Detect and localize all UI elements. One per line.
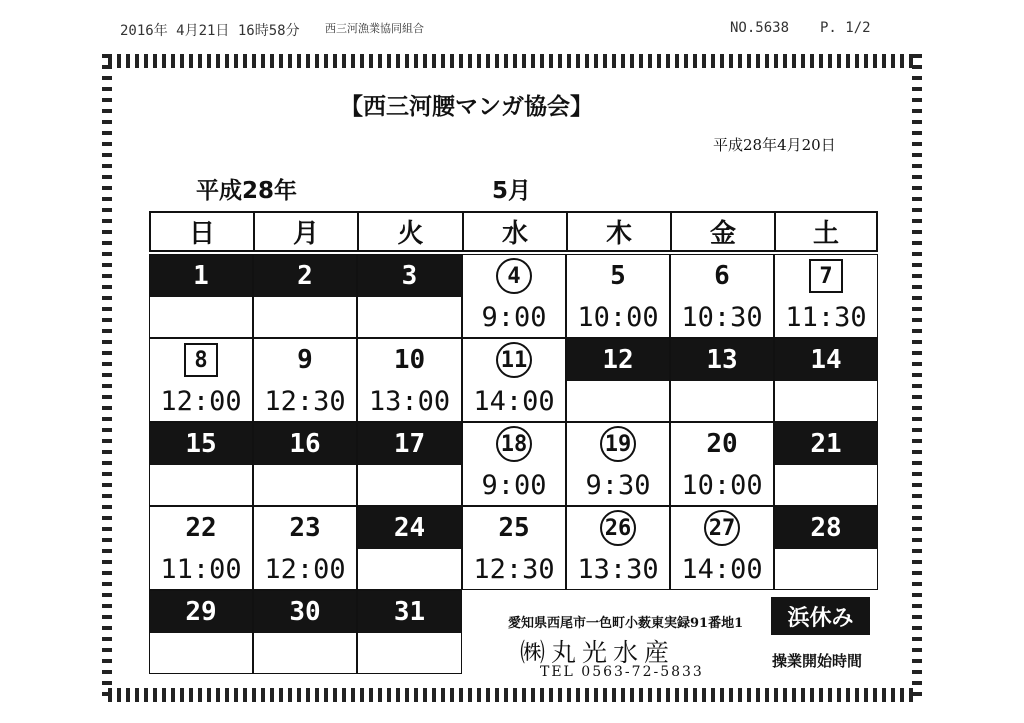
day-number-text: 13 (706, 345, 738, 375)
day-number-text: 16 (289, 429, 321, 459)
calendar-day-cell (566, 338, 670, 422)
day-number (775, 255, 877, 297)
calendar-day-cell (670, 422, 774, 506)
day-number-circle-mark: 18 (496, 426, 532, 462)
weekday-header: 金 (670, 211, 776, 252)
day-number-circle-mark: 11 (496, 342, 532, 378)
day-number (358, 507, 461, 549)
calendar-day-cell (774, 338, 878, 422)
day-number (358, 591, 461, 633)
calendar-day-cell (357, 590, 462, 674)
calendar-day-cell (566, 506, 670, 590)
day-number-text: 24 (393, 513, 426, 543)
day-number (150, 591, 252, 633)
day-number-text: 29 (185, 597, 217, 627)
day-number (463, 255, 565, 297)
day-number (463, 507, 565, 549)
weekday-header-row (149, 211, 878, 254)
company-name: ㈱丸光水産 (520, 638, 676, 667)
day-number-text: 25 (498, 513, 530, 543)
day-number (671, 255, 773, 297)
calendar-day-cell (253, 590, 357, 674)
calendar-day-cell (566, 254, 670, 338)
day-number-text: 31 (393, 597, 426, 627)
start-time: 12:00 (264, 553, 346, 585)
start-time (150, 633, 252, 673)
day-number-circle-mark: 19 (600, 426, 636, 462)
day-number (463, 339, 565, 381)
day-number-text: 5 (610, 261, 626, 291)
start-time: 9:00 (481, 469, 547, 501)
association-title: 【西三河腰マンガ協会】 (340, 93, 593, 120)
day-number-text: 28 (810, 513, 842, 543)
start-time (358, 633, 461, 673)
day-number-text: 14 (810, 345, 842, 375)
calendar-day-cell (357, 338, 462, 422)
calendar-day-cell (566, 422, 670, 506)
day-number-text: 22 (185, 513, 217, 543)
day-number-text: 3 (401, 261, 418, 291)
calendar-day-cell (149, 422, 253, 506)
calendar-day-cell (462, 338, 566, 422)
start-time: 12:30 (473, 553, 555, 585)
day-number (150, 507, 252, 549)
day-number-text: 9 (297, 345, 313, 375)
start-time (254, 465, 356, 505)
fax-date: 2016年 4月21日 16時58分 (120, 23, 300, 39)
day-number (150, 339, 252, 381)
day-number-text: 23 (289, 513, 321, 543)
decorative-border-right (912, 54, 922, 702)
start-time: 10:00 (681, 469, 763, 501)
start-time (567, 381, 669, 421)
decorative-border-top (108, 54, 916, 68)
weekday-header: 木 (566, 211, 672, 252)
day-number-circle-mark: 4 (496, 258, 532, 294)
day-number (671, 339, 773, 381)
day-number (567, 339, 669, 381)
issue-date: 平成28年4月20日 (713, 136, 836, 154)
weekday-header: 月 (253, 211, 359, 252)
day-number-circle-mark: 26 (600, 510, 636, 546)
day-number-text: 20 (706, 429, 738, 459)
calendar-day-cell (253, 422, 357, 506)
day-number (358, 255, 461, 297)
calendar-day-cell (149, 254, 253, 338)
start-time: 9:00 (481, 301, 547, 333)
start-time (775, 381, 877, 421)
start-time: 11:30 (785, 301, 867, 333)
day-number (254, 423, 356, 465)
start-time: 13:00 (368, 385, 451, 417)
company-phone: TEL 0563-72-5833 (540, 664, 704, 680)
day-number-text: 10 (393, 345, 426, 375)
day-number (775, 507, 877, 549)
calendar-day-cell (462, 506, 566, 590)
company-address: 愛知県西尾市一色町小薮東実録91番地1 (508, 616, 744, 631)
day-number-text: 2 (297, 261, 313, 291)
calendar-month: 5月 (492, 178, 532, 204)
calendar-day-cell (253, 338, 357, 422)
day-number (254, 591, 356, 633)
day-number-circle-mark: 27 (704, 510, 740, 546)
day-number-text: 30 (289, 597, 321, 627)
start-time (150, 465, 252, 505)
calendar-grid (149, 211, 878, 674)
calendar-day-cell (253, 254, 357, 338)
calendar-day-cell (253, 506, 357, 590)
calendar-day-cell (462, 422, 566, 506)
start-time (775, 549, 877, 589)
calendar-day-cell (149, 506, 253, 590)
legend-holiday: 浜休み (771, 597, 870, 635)
decorative-border-left (102, 54, 112, 702)
start-time (254, 297, 356, 337)
day-number (358, 423, 461, 465)
start-time: 11:00 (160, 553, 242, 585)
start-time (358, 465, 461, 505)
start-time: 14:00 (473, 385, 555, 417)
fax-number: NO.5638 (730, 20, 790, 36)
start-time: 12:00 (160, 385, 242, 417)
fax-header (120, 20, 874, 40)
day-number (150, 255, 252, 297)
day-number (567, 255, 669, 297)
day-number (671, 423, 773, 465)
day-number (463, 423, 565, 465)
day-number (567, 507, 669, 549)
day-number-text: 1 (193, 261, 209, 291)
calendar-day-cell (670, 506, 774, 590)
start-time: 12:30 (264, 385, 346, 417)
day-number (671, 507, 773, 549)
start-time: 10:00 (577, 301, 659, 333)
fax-sender: 西三河漁業協同組合 (325, 22, 424, 35)
start-time: 13:30 (577, 553, 659, 585)
start-time: 10:30 (681, 301, 763, 333)
day-number-box-mark: 7 (809, 259, 843, 293)
legend-start-time: 操業開始時間 (772, 652, 863, 670)
day-number-text: 21 (810, 429, 842, 459)
day-number (254, 339, 356, 381)
start-time (358, 297, 461, 337)
day-number (254, 507, 356, 549)
calendar-day-cell (670, 338, 774, 422)
start-time: 9:30 (585, 469, 651, 501)
day-number-text: 15 (185, 429, 217, 459)
calendar-day-cell (149, 338, 253, 422)
calendar-day-cell (462, 254, 566, 338)
day-number (254, 255, 356, 297)
calendar-day-cell (357, 506, 462, 590)
day-number-text: 12 (602, 345, 634, 375)
day-number-text: 17 (393, 429, 426, 459)
start-time (358, 549, 461, 589)
start-time (150, 297, 252, 337)
calendar-day-cell (357, 254, 462, 338)
weekday-header: 火 (357, 211, 464, 252)
calendar-day-cell (670, 254, 774, 338)
day-number-text: 6 (714, 261, 730, 291)
calendar-day-cell (149, 590, 253, 674)
start-time (254, 633, 356, 673)
day-number (567, 423, 669, 465)
start-time: 14:00 (681, 553, 763, 585)
day-number-box-mark: 8 (184, 343, 218, 377)
start-time (671, 381, 773, 421)
fax-page: P. 1/2 (820, 20, 871, 36)
calendar-year: 平成28年 (196, 178, 298, 204)
day-number (150, 423, 252, 465)
calendar-day-cell (357, 422, 462, 506)
calendar-day-cell (774, 506, 878, 590)
day-number (775, 339, 877, 381)
decorative-border-bottom (108, 688, 916, 702)
weekday-header: 日 (149, 211, 255, 252)
day-number (358, 339, 461, 381)
calendar-day-cell (774, 422, 878, 506)
day-number (775, 423, 877, 465)
start-time (775, 465, 877, 505)
weekday-header: 土 (774, 211, 878, 252)
calendar-day-cell (774, 254, 878, 338)
weekday-header: 水 (462, 211, 568, 252)
